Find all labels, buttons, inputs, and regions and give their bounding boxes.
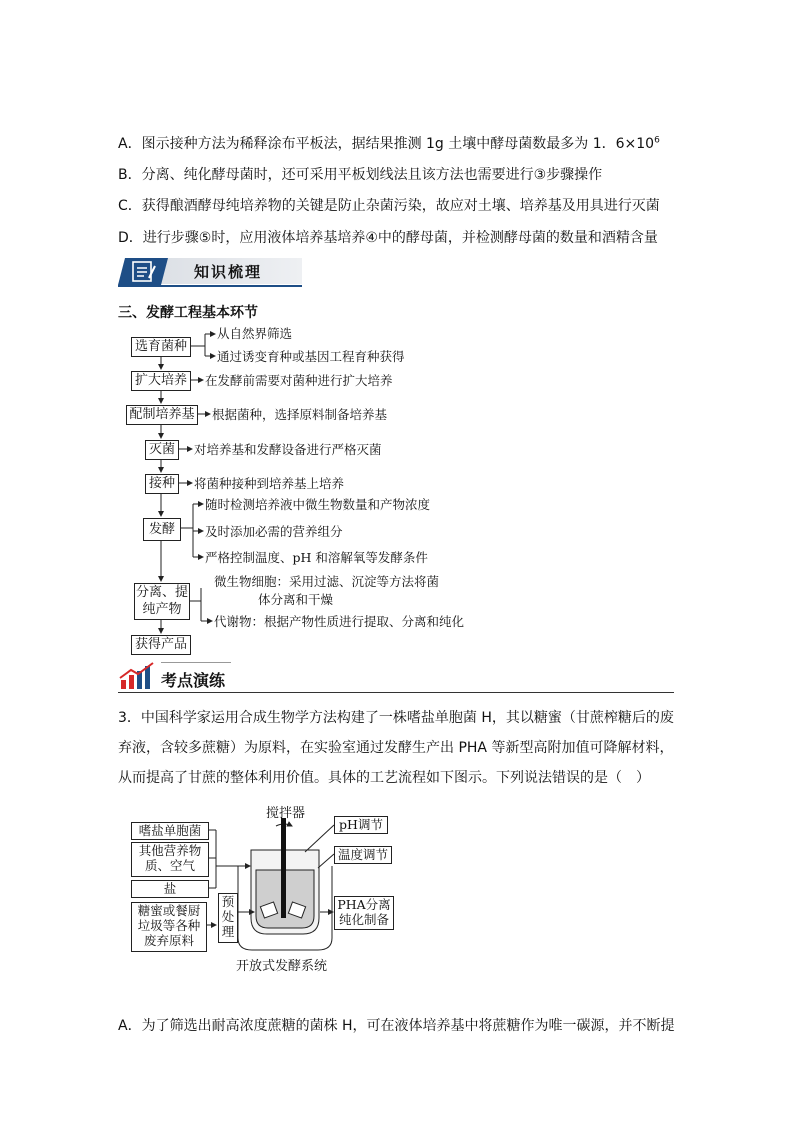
flow-step-sterilize: 灭菌 (145, 440, 179, 460)
expand-desc: 在发酵前需要对菌种进行扩大培养 (205, 373, 393, 388)
medium-desc: 根据菌种，选择原料制备培养基 (212, 407, 388, 422)
option-a: A．为了筛选出耐高浓度蔗糖的菌株 H，可在液体培养基中将蔗糖作为唯一碳源，并不断提 (118, 1018, 675, 1034)
inoculate-desc: 将菌种接种到培养基上培养 (194, 476, 345, 491)
pha-output-box: PHA分离纯化制备 (334, 896, 394, 930)
exponent: 6 (654, 135, 660, 146)
option-text: 进行步骤⑤时，应用液体培养基培养④中的酵母菌，并检测酵母菌的数量和酒精含量 (142, 230, 658, 246)
fermentation-system-label: 开放式发酵系统 (236, 959, 328, 974)
question-3: 3．中国科学家运用合成生物学方法构建了一株嗜盐单胞菌 H，其以糖蜜（甘蔗榨糖后的废弃液，含较多蔗糖）为原料，在实验室通过发酵生产出 PHA 等新型高附加值可降解材料，从而提高了甘蔗的整体利用价值。具体的工艺流程如下图示。下列说法错误的是（ ） (118, 710, 674, 786)
flow-step-ferment: 发酵 (143, 518, 181, 541)
option-letter: B． (118, 167, 142, 183)
option-letter: A． (118, 136, 142, 152)
ph-control-label: pH调节 (334, 816, 388, 834)
input-salt: 盐 (131, 880, 209, 898)
option-text: 图示接种方法为稀释涂布平板法，据结果推测 1g 土壤中酵母菌数最多为 1．6×10 (141, 136, 655, 152)
flow-step-inoculate: 接种 (145, 474, 179, 494)
banner-title: 知识梳理 (194, 263, 263, 281)
ferment-conditions: 严格控制温度、pH 和溶解氧等发酵条件 (205, 550, 428, 565)
option-letter: D． (118, 230, 143, 246)
input-waste: 糖蜜或餐厨垃圾等各种废弃原料 (131, 902, 207, 952)
separate-cell-1: 微生物细胞：采用过滤、沉淀等方法将菌 (214, 574, 440, 589)
ferment-nutrient: 及时添加必需的营养组分 (205, 524, 343, 539)
breeding-mutation: 通过诱变育种或基因工程育种获得 (217, 349, 405, 364)
temp-control-label: 温度调节 (334, 846, 392, 864)
sterilize-desc: 对培养基和发酵设备进行严格灭菌 (194, 442, 382, 457)
option-text: 获得酿酒酵母纯培养物的关键是防止杂菌污染，故应对土壤、培养基及用具进行灭菌 (141, 198, 660, 214)
separate-cell-2: 体分离和干燥 (258, 592, 334, 607)
flow-step-separate: 分离、提纯产物 (134, 583, 190, 620)
practice-title: 考点演练 (161, 671, 226, 690)
flow-step-product: 获得产品 (131, 635, 191, 655)
breeding-natural: 从自然界筛选 (217, 326, 293, 341)
option-text: 分离、纯化酵母菌时，还可采用平板划线法且该方法也需要进行③步骤操作 (141, 167, 603, 183)
separate-metabolite: 代谢物：根据产物性质进行提取、分离和纯化 (214, 614, 465, 629)
flow-step-breeding: 选育菌种 (131, 337, 191, 357)
input-bacteria: 嗜盐单胞菌 (131, 822, 209, 840)
input-nutrients: 其他营养物质、空气 (131, 842, 209, 877)
ferment-monitor: 随时检测培养液中微生物数量和产物浓度 (205, 497, 431, 512)
pretreatment-box: 预处理 (218, 893, 238, 943)
stirrer-label: 搅拌器 (266, 806, 306, 821)
flow-step-medium: 配制培养基 (126, 405, 198, 425)
section-title: 三、发酵工程基本环节 (118, 305, 258, 321)
flow-step-expand: 扩大培养 (131, 371, 191, 391)
option-letter: C． (118, 198, 142, 214)
